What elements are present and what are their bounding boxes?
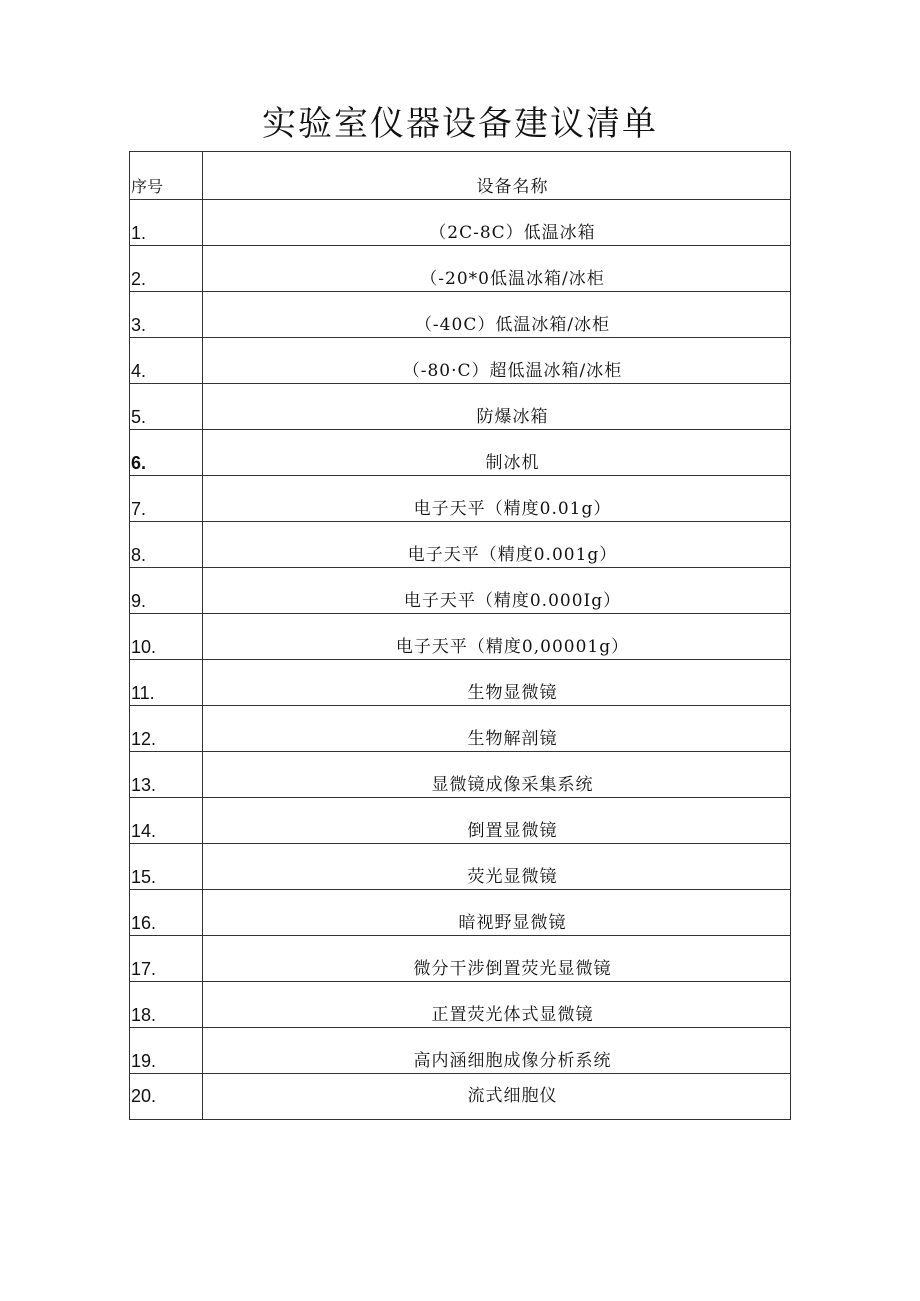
header-serial-number: 序号 [130, 152, 203, 200]
equipment-name-text: 电子天平（精度0.01g） [413, 499, 612, 519]
equipment-name-text: （-20*0低温冰箱/冰柜 [420, 269, 605, 289]
row-number: 11. [130, 660, 203, 706]
row-number: 2. [130, 246, 203, 292]
equipment-name-text: （-40C）低温冰箱/冰柜 [414, 315, 611, 335]
equipment-name [203, 200, 791, 246]
equipment-name [203, 614, 791, 660]
equipment-name [203, 706, 791, 752]
table-header-row [130, 152, 791, 200]
equipment-name-text: （2C-8C）低温冰箱 [429, 223, 596, 243]
table-row [130, 246, 791, 292]
row-number: 9. [130, 568, 203, 614]
equipment-name-text: 高内涵细胞成像分析系统 [413, 1051, 612, 1071]
header-equipment-name [203, 152, 791, 200]
page-title: 实验室仪器设备建议清单 [262, 104, 658, 144]
row-number: 4. [130, 338, 203, 384]
equipment-name [203, 430, 791, 476]
row-number: 18. [130, 982, 203, 1028]
table-row [130, 292, 791, 338]
table-row [130, 384, 791, 430]
table-row [130, 1074, 791, 1120]
equipment-name [203, 384, 791, 430]
table-row [130, 936, 791, 982]
equipment-name [203, 1074, 791, 1120]
equipment-name-text: 防爆冰箱 [476, 407, 549, 427]
row-number: 7. [130, 476, 203, 522]
table-row [130, 890, 791, 936]
equipment-name-text: 制冰机 [485, 453, 540, 473]
table-row [130, 660, 791, 706]
equipment-name-text: 正置荧光体式显微镜 [431, 1005, 594, 1025]
equipment-name [203, 890, 791, 936]
row-number: 6. [130, 430, 203, 476]
equipment-name [203, 338, 791, 384]
table-row [130, 430, 791, 476]
row-number: 3. [130, 292, 203, 338]
equipment-table [129, 151, 791, 1120]
row-number: 20. [130, 1074, 203, 1120]
equipment-name [203, 292, 791, 338]
table-row [130, 614, 791, 660]
header-equipment-name-text: 设备名称 [476, 177, 549, 197]
equipment-name [203, 844, 791, 890]
equipment-name-text: 显微镜成像采集系统 [431, 775, 594, 795]
equipment-name-text: 电子天平（精度0,00001g） [395, 637, 630, 657]
table-row [130, 706, 791, 752]
equipment-name [203, 522, 791, 568]
table-row [130, 982, 791, 1028]
equipment-name-text: 生物显微镜 [467, 683, 558, 703]
equipment-name-text: 流式细胞仪 [467, 1085, 558, 1106]
equipment-name [203, 982, 791, 1028]
table-row [130, 1028, 791, 1074]
equipment-name [203, 1028, 791, 1074]
table-row [130, 522, 791, 568]
table-row [130, 798, 791, 844]
row-number: 1. [130, 200, 203, 246]
row-number: 12. [130, 706, 203, 752]
equipment-name-text: 电子天平（精度0.000Ig） [403, 591, 622, 611]
table-row [130, 200, 791, 246]
table-row [130, 476, 791, 522]
row-number: 15. [130, 844, 203, 890]
row-number: 17. [130, 936, 203, 982]
equipment-name-text: （-80·C）超低温冰箱/冰柜 [402, 361, 623, 381]
equipment-name-text: 倒置显微镜 [467, 821, 558, 841]
row-number: 14. [130, 798, 203, 844]
table-row [130, 752, 791, 798]
row-number: 16. [130, 890, 203, 936]
row-number: 5. [130, 384, 203, 430]
equipment-name-text: 电子天平（精度0.001g） [407, 545, 618, 565]
equipment-name-text: 荧光显微镜 [467, 867, 558, 887]
equipment-name [203, 568, 791, 614]
equipment-name [203, 936, 791, 982]
equipment-name [203, 246, 791, 292]
row-number: 8. [130, 522, 203, 568]
equipment-name [203, 798, 791, 844]
table-row [130, 844, 791, 890]
equipment-name-text: 生物解剖镜 [467, 729, 558, 749]
table-row [130, 568, 791, 614]
row-number: 13. [130, 752, 203, 798]
table-row [130, 338, 791, 384]
row-number: 19. [130, 1028, 203, 1074]
row-number: 10. [130, 614, 203, 660]
equipment-name-text: 微分干涉倒置荧光显微镜 [413, 959, 612, 979]
equipment-name [203, 660, 791, 706]
equipment-name-text: 暗视野显微镜 [458, 913, 567, 933]
equipment-name [203, 476, 791, 522]
equipment-name [203, 752, 791, 798]
